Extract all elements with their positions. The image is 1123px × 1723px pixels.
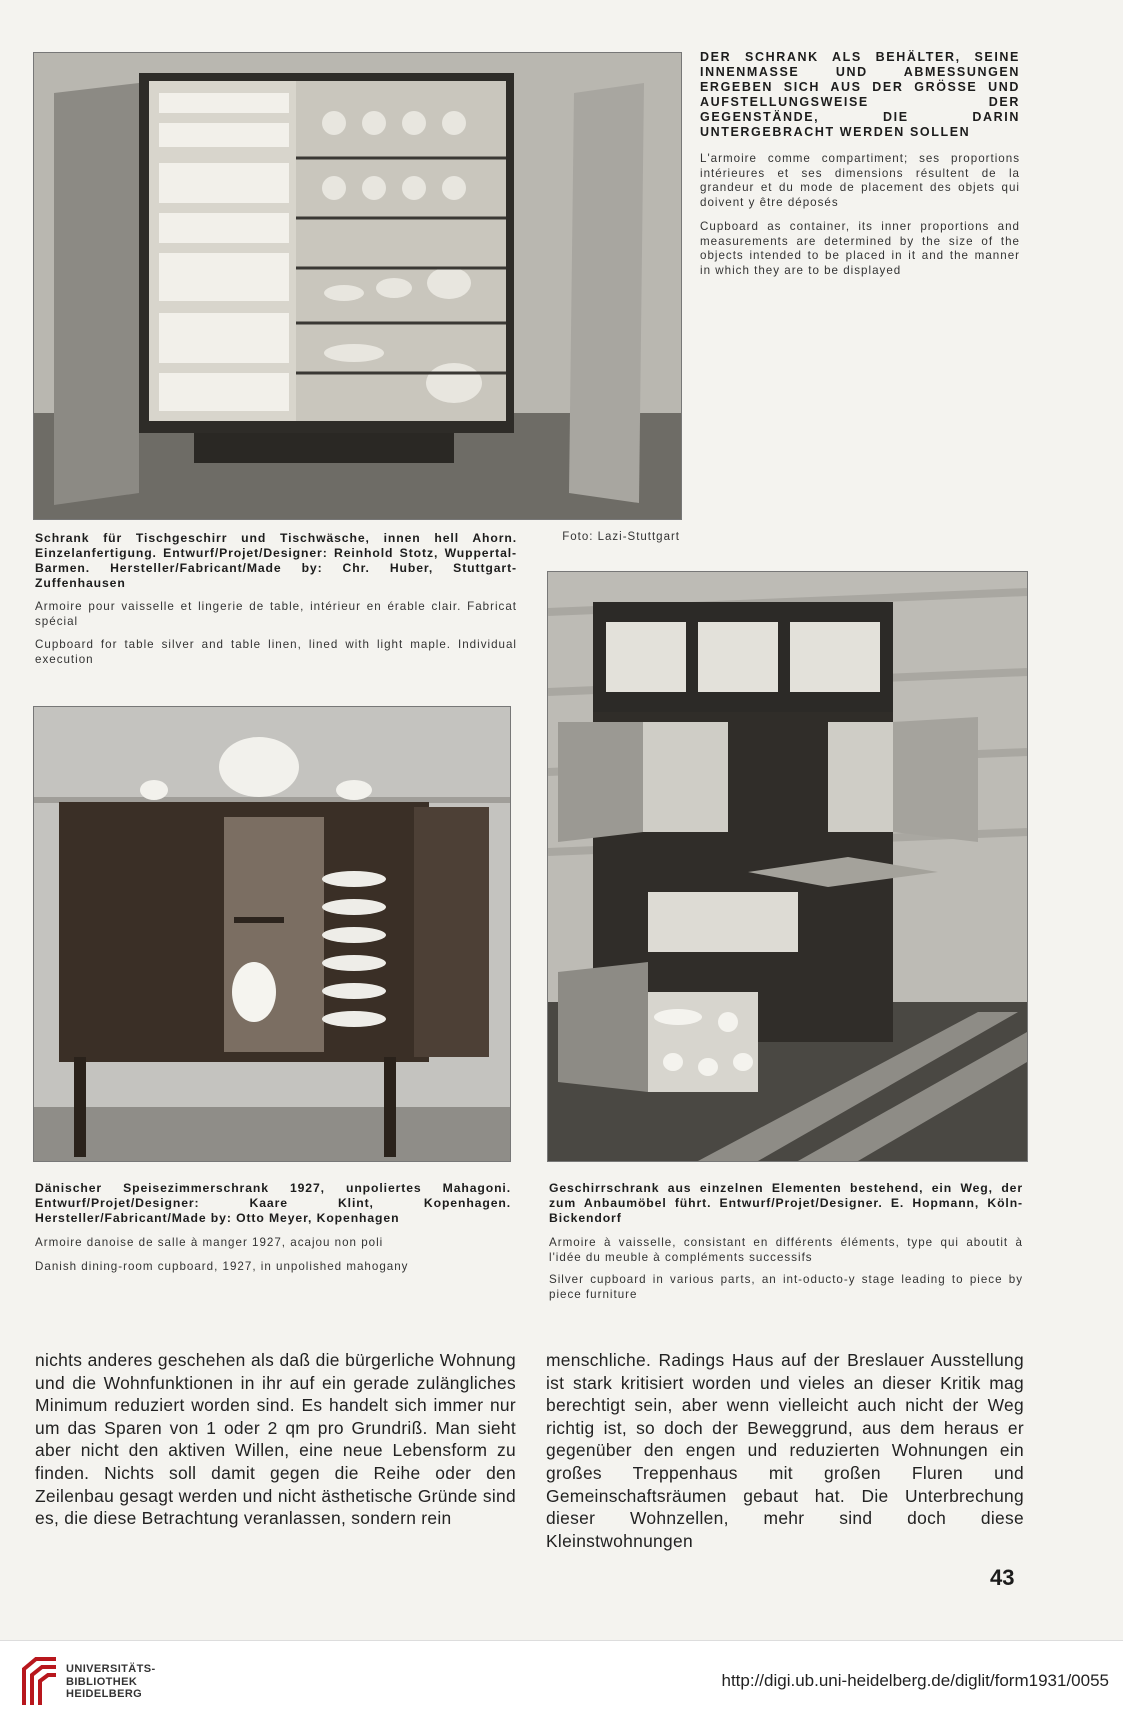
library-name-line-3: HEIDELBERG bbox=[66, 1688, 143, 1700]
caption-3-fr: Armoire à vaisselle, consistant en différents éléments, type qui aboutit à l'idée du meuble à compléments successifs bbox=[549, 1236, 1023, 1264]
caption-3-en: Silver cupboard in various parts, an int-oducto-y stage leading to piece by piece furniture bbox=[549, 1273, 1023, 1301]
caption-3-bold: Geschirrschrank aus einzelnen Elementen bestehend, ein Weg, der zum Anbaumöbel führt. Entwurf/Projet/Designer. E. Hopmann, Köln-Bickendorf bbox=[549, 1181, 1023, 1225]
footer-bar bbox=[0, 1640, 1123, 1723]
page-number: 43 bbox=[990, 1565, 1015, 1590]
body-text-right: menschliche. Radings Haus auf der Breslauer Ausstellung ist stark kritisiert worden und vieles an dieser Kritik mag berechtigt sein, aber wenn vielleicht auch nicht der Weg richtig ist, so doch der Beweggrund, aus dem heraus er gegenüber den engen und reduzierten Wohnungen ein großes Treppenhaus mit großen Fluren und Gemeinschaftsräumen gebaut hat. Die Unterbrechung dieser Wohnzellen, mehr sind doch diese Kleinstwohnungen bbox=[546, 1350, 1024, 1551]
caption-1-fr: Armoire pour vaisselle et lingerie de table, intérieur en érable clair. Fabricat spécial bbox=[35, 600, 517, 628]
photo-cupboard-linen bbox=[33, 52, 682, 520]
top-text-block bbox=[700, 50, 1020, 278]
caption-1 bbox=[35, 531, 517, 667]
source-url-link[interactable]: http://digi.ub.uni-heidelberg.de/diglit/form1931/0055 bbox=[721, 1671, 1109, 1690]
photo-modular-cupboard bbox=[547, 571, 1028, 1162]
caption-2-en: Danish dining-room cupboard, 1927, in unpolished mahogany bbox=[35, 1259, 409, 1273]
caption-3 bbox=[549, 1181, 1023, 1302]
caption-2-fr: Armoire danoise de salle à manger 1927, acajou non poli bbox=[35, 1236, 384, 1249]
library-logo-icon bbox=[20, 1655, 60, 1707]
caption-1-en: Cupboard for table silver and table linen, lined with light maple. Individual execution bbox=[35, 638, 517, 666]
top-heading: DER SCHRANK ALS BEHÄLTER, SEINE INNENMASSE UND ABMESSUNGEN ERGEBEN SICH AUS DER GRÖSSE UND AUFSTELLUNGSWEISE DER GEGENSTÄNDE, DIE DARIN UNTERGEBRACHT WERDEN SOLLEN bbox=[700, 50, 1020, 139]
library-name bbox=[66, 1663, 156, 1701]
body-text-left: nichts anderes geschehen als daß die bürgerliche Wohnung und die Wohnfunktionen in ihr auf ein gerade zulängliches Minimum reduziert worden sind. Es handelt sich immer nur um das Sparen von 1 oder 2 qm pro Grundriß. Man sieht aber nicht den aktiven Willen, eine neue Lebensform zu finden. Nichts soll damit gegen die Reihe oder den Zeilenbau gesagt werden und nicht ästhetische Gründe sind es, die diese Betrachtung veranlassen, sondern rein bbox=[35, 1350, 516, 1529]
body-column-right bbox=[546, 1349, 1024, 1552]
photo-danish-cupboard bbox=[33, 706, 511, 1162]
library-name-line-2: BIBLIOTHEK bbox=[66, 1675, 138, 1688]
caption-1-bold: Schrank für Tischgeschirr und Tischwäsche, innen hell Ahorn. Einzelanfertigung. Entwurf/Projet/Designer: Reinhold Stotz, Wuppertal-Barmen. Hersteller/Fabricant/Made by: Chr. Huber, Stuttgart-Zuffenhausen bbox=[35, 531, 517, 590]
caption-2-bold: Dänischer Speisezimmerschrank 1927, unpoliertes Mahagoni. Entwurf/Projet/Designer: Kaare Klint, Kopenhagen. Hersteller/Fabricant/Made by: Otto Meyer, Kopenhagen bbox=[35, 1181, 511, 1225]
top-text-fr: L'armoire comme compartiment; ses proportions intérieures et ses dimensions résultent de la grandeur et du mode de placement des objets qui doivent y être déposés bbox=[700, 152, 1020, 209]
photo-credit: Foto: Lazi-Stuttgart bbox=[562, 531, 680, 543]
top-text-en: Cupboard as container, its inner proportions and measurements are determined by the size of the objects intended to be placed in it and the manner in which they are to be displayed bbox=[700, 220, 1020, 277]
body-column-left bbox=[35, 1349, 516, 1530]
library-name-line-1: UNIVERSITÄTS- bbox=[66, 1663, 156, 1675]
caption-2 bbox=[35, 1181, 511, 1274]
